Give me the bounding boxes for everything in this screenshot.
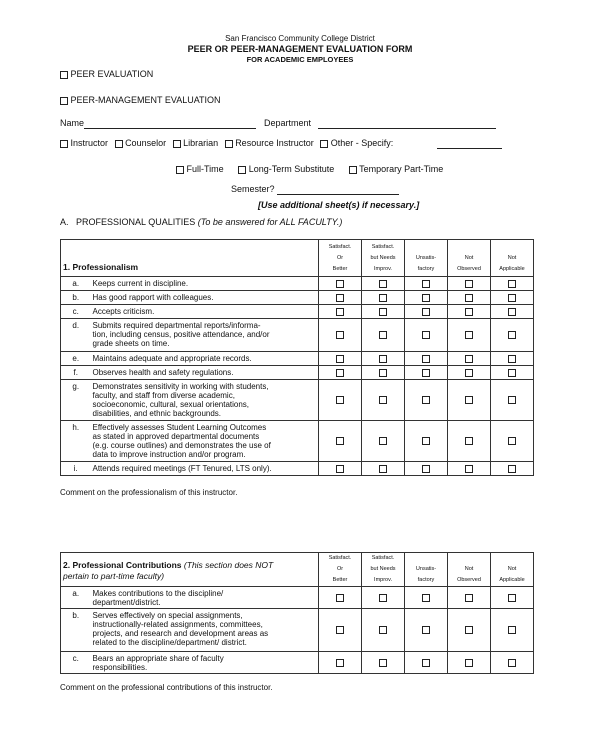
librarian-label: Librarian — [183, 138, 219, 148]
item-letter: d. — [61, 319, 91, 352]
rating-header-not-applicable: Not Applicable — [491, 240, 534, 277]
needs-improvement-checkbox[interactable] — [379, 308, 387, 316]
rating-cell — [319, 609, 362, 652]
rating-cell — [448, 609, 491, 652]
satisfactory-checkbox[interactable] — [336, 396, 344, 404]
rating-header-needs-improvement: Satisfact. but Needs Improv. — [362, 553, 405, 587]
resource-instructor-checkbox[interactable] — [225, 140, 233, 148]
rating-cell — [362, 291, 405, 305]
item-letter: h. — [61, 421, 91, 462]
section-a-hint: (To be answered for ALL FACULTY.) — [197, 217, 343, 227]
rating-cell — [362, 319, 405, 352]
rating-cell — [405, 609, 448, 652]
table-row — [61, 609, 534, 652]
rating-cell — [491, 305, 534, 319]
satisfactory-checkbox[interactable] — [336, 331, 344, 339]
rating-cell — [491, 652, 534, 674]
needs-improvement-checkbox[interactable] — [379, 594, 387, 602]
unsatisfactory-checkbox[interactable] — [422, 294, 430, 302]
professional-contributions-heading: 2. Professional Contributions (This section does NOT pertain to part-time faculty) — [61, 553, 319, 587]
needs-improvement-checkbox[interactable] — [379, 626, 387, 634]
rating-cell — [448, 366, 491, 380]
temporary-part-time-label: Temporary Part-Time — [359, 164, 444, 174]
not-observed-checkbox[interactable] — [465, 594, 473, 602]
rating-cell — [405, 462, 448, 476]
long-term-substitute-label: Long-Term Substitute — [248, 164, 335, 174]
unsatisfactory-checkbox[interactable] — [422, 465, 430, 473]
rating-cell — [319, 366, 362, 380]
not-applicable-checkbox[interactable] — [508, 396, 516, 404]
rating-cell — [405, 291, 448, 305]
needs-improvement-checkbox[interactable] — [379, 659, 387, 667]
rating-header-not-applicable: Not Applicable — [491, 553, 534, 587]
not-observed-checkbox[interactable] — [465, 396, 473, 404]
needs-improvement-checkbox[interactable] — [379, 396, 387, 404]
not-applicable-checkbox[interactable] — [508, 280, 516, 288]
table-row — [61, 462, 534, 476]
rating-cell — [448, 380, 491, 421]
rating-cell — [405, 652, 448, 674]
table-row — [61, 277, 534, 291]
rating-cell — [362, 305, 405, 319]
unsatisfactory-checkbox[interactable] — [422, 626, 430, 634]
peer-management-evaluation-checkbox[interactable] — [60, 97, 68, 105]
rating-header-needs-improvement: Satisfact. but Needs Improv. — [362, 240, 405, 277]
instructor-checkbox[interactable] — [60, 140, 68, 148]
rating-cell — [319, 319, 362, 352]
needs-improvement-checkbox[interactable] — [379, 280, 387, 288]
item-letter: a. — [61, 277, 91, 291]
rating-cell — [362, 366, 405, 380]
counselor-checkbox[interactable] — [115, 140, 123, 148]
rating-cell — [405, 305, 448, 319]
rating-cell — [319, 352, 362, 366]
rating-cell — [319, 277, 362, 291]
item-letter: b. — [61, 609, 91, 652]
rating-cell — [362, 352, 405, 366]
name-label: Name — [60, 118, 85, 128]
item-letter: c. — [61, 305, 91, 319]
satisfactory-checkbox[interactable] — [336, 355, 344, 363]
department-field[interactable] — [318, 128, 496, 129]
department-label: Department — [264, 118, 312, 128]
item-text: Demonstrates sensitivity in working with students, faculty, and staff from diverse academic, socioeconomic, cultural, sexual orientations, disabilities, and ethnic backgrounds. — [91, 380, 319, 421]
not-applicable-checkbox[interactable] — [508, 437, 516, 445]
not-applicable-checkbox[interactable] — [508, 465, 516, 473]
item-text: Effectively assesses Student Learning Outcomes as stated in approved departmental documents (e.g. course outlines) and demonstrates the use of data to improve instruction and/or program. — [91, 421, 319, 462]
full-time-label: Full-Time — [186, 164, 224, 174]
rating-cell — [491, 609, 534, 652]
item-letter: g. — [61, 380, 91, 421]
rating-cell — [362, 380, 405, 421]
additional-sheets-note: [Use additional sheet(s) if necessary.] — [258, 200, 420, 210]
table-header-row — [61, 240, 534, 277]
satisfactory-checkbox[interactable] — [336, 594, 344, 602]
section-a-letter: A. — [60, 217, 69, 227]
table-row — [61, 421, 534, 462]
rating-header-satisfactory: Satisfact. Or Better — [319, 240, 362, 277]
needs-improvement-checkbox[interactable] — [379, 465, 387, 473]
rating-cell — [448, 291, 491, 305]
rating-cell — [362, 587, 405, 609]
item-text: Accepts criticism. — [91, 305, 319, 319]
semester-label: Semester? — [231, 184, 275, 194]
unsatisfactory-checkbox[interactable] — [422, 594, 430, 602]
semester-field[interactable] — [277, 194, 399, 195]
rating-header-satisfactory: Satisfact. Or Better — [319, 553, 362, 587]
item-letter: i. — [61, 462, 91, 476]
resource-instructor-label: Resource Instructor — [235, 138, 314, 148]
item-text: Observes health and safety regulations. — [91, 366, 319, 380]
rating-cell — [448, 652, 491, 674]
instructor-label: Instructor — [70, 138, 109, 148]
rating-cell — [491, 291, 534, 305]
table-row — [61, 352, 534, 366]
professionalism-heading: 1. Professionalism — [61, 240, 319, 277]
rating-cell — [362, 462, 405, 476]
rating-cell — [491, 277, 534, 291]
rating-cell — [319, 291, 362, 305]
not-observed-checkbox[interactable] — [465, 294, 473, 302]
not-applicable-checkbox[interactable] — [508, 331, 516, 339]
satisfactory-checkbox[interactable] — [336, 294, 344, 302]
unsatisfactory-checkbox[interactable] — [422, 396, 430, 404]
not-applicable-checkbox[interactable] — [508, 659, 516, 667]
unsatisfactory-checkbox[interactable] — [422, 308, 430, 316]
needs-improvement-checkbox[interactable] — [379, 369, 387, 377]
satisfactory-checkbox[interactable] — [336, 437, 344, 445]
rating-cell — [491, 366, 534, 380]
table-header-row — [61, 553, 534, 587]
table-row — [61, 291, 534, 305]
rating-cell — [405, 277, 448, 291]
satisfactory-checkbox[interactable] — [336, 465, 344, 473]
rating-cell — [362, 421, 405, 462]
item-text: Submits required departmental reports/informa- tion, including census, positive attendance, and/or grade sheets on time. — [91, 319, 319, 352]
satisfactory-checkbox[interactable] — [336, 308, 344, 316]
unsatisfactory-checkbox[interactable] — [422, 659, 430, 667]
unsatisfactory-checkbox[interactable] — [422, 369, 430, 377]
form-subtitle: FOR ACADEMIC EMPLOYEES — [246, 55, 354, 64]
not-observed-checkbox[interactable] — [465, 437, 473, 445]
rating-cell — [491, 587, 534, 609]
item-letter: c. — [61, 652, 91, 674]
rating-cell — [491, 352, 534, 366]
satisfactory-checkbox[interactable] — [336, 659, 344, 667]
professional-contributions-comment-prompt: Comment on the professional contributions of this instructor. — [60, 683, 273, 692]
not-observed-checkbox[interactable] — [465, 465, 473, 473]
rating-cell — [491, 319, 534, 352]
librarian-checkbox[interactable] — [173, 140, 181, 148]
not-applicable-checkbox[interactable] — [508, 355, 516, 363]
rating-cell — [448, 421, 491, 462]
item-letter: b. — [61, 291, 91, 305]
needs-improvement-checkbox[interactable] — [379, 331, 387, 339]
other-specify-label: Other - Specify: — [330, 138, 394, 148]
item-letter: f. — [61, 366, 91, 380]
item-text: Serves effectively on special assignments, instructionally-related assignments, committees, projects, and research and development areas as related to the discipline/department/ district. — [91, 609, 319, 652]
peer-management-evaluation-label: PEER-MANAGEMENT EVALUATION — [70, 95, 221, 105]
district-name: San Francisco Community College District — [225, 34, 375, 43]
not-applicable-checkbox[interactable] — [508, 594, 516, 602]
item-letter: a. — [61, 587, 91, 609]
temporary-part-time-checkbox[interactable] — [349, 166, 357, 174]
not-observed-checkbox[interactable] — [465, 659, 473, 667]
full-time-checkbox[interactable] — [176, 166, 184, 174]
satisfactory-checkbox[interactable] — [336, 280, 344, 288]
item-text: Has good rapport with colleagues. — [91, 291, 319, 305]
long-term-substitute-checkbox[interactable] — [238, 166, 246, 174]
peer-evaluation-checkbox[interactable] — [60, 71, 68, 79]
other-checkbox[interactable] — [320, 140, 328, 148]
unsatisfactory-checkbox[interactable] — [422, 437, 430, 445]
peer-management-evaluation-option[interactable] — [60, 95, 221, 105]
rating-cell — [448, 319, 491, 352]
rating-header-unsatisfactory: Unsatis- factory — [405, 240, 448, 277]
rating-cell — [319, 652, 362, 674]
professionalism-comment-prompt: Comment on the professionalism of this instructor. — [60, 488, 238, 497]
other-specify-field[interactable] — [437, 148, 502, 149]
unsatisfactory-checkbox[interactable] — [422, 280, 430, 288]
not-observed-checkbox[interactable] — [465, 331, 473, 339]
professionalism-table — [60, 239, 534, 476]
table-row — [61, 380, 534, 421]
rating-cell — [405, 366, 448, 380]
item-text: Attends required meetings (FT Tenured, LTS only). — [91, 462, 319, 476]
needs-improvement-checkbox[interactable] — [379, 437, 387, 445]
section-a-title: PROFESSIONAL QUALITIES — [76, 217, 196, 227]
rating-header-unsatisfactory: Unsatis- factory — [405, 553, 448, 587]
unsatisfactory-checkbox[interactable] — [422, 355, 430, 363]
counselor-label: Counselor — [125, 138, 167, 148]
not-observed-checkbox[interactable] — [465, 626, 473, 634]
rating-cell — [448, 462, 491, 476]
rating-cell — [448, 277, 491, 291]
section-a-heading — [60, 217, 342, 227]
table-row — [61, 305, 534, 319]
rating-cell — [405, 319, 448, 352]
rating-cell — [448, 305, 491, 319]
rating-cell — [405, 587, 448, 609]
unsatisfactory-checkbox[interactable] — [422, 331, 430, 339]
rating-cell — [491, 421, 534, 462]
rating-cell — [319, 305, 362, 319]
not-applicable-checkbox[interactable] — [508, 369, 516, 377]
peer-evaluation-option[interactable] — [60, 69, 153, 79]
peer-evaluation-label: PEER EVALUATION — [70, 69, 154, 79]
item-text: Bears an appropriate share of faculty responsibilities. — [91, 652, 319, 674]
role-options — [60, 138, 393, 148]
form-title: PEER OR PEER-MANAGEMENT EVALUATION FORM — [187, 44, 413, 54]
rating-cell — [319, 462, 362, 476]
item-text: Makes contributions to the discipline/ department/district. — [91, 587, 319, 609]
rating-cell — [362, 277, 405, 291]
satisfactory-checkbox[interactable] — [336, 626, 344, 634]
rating-cell — [405, 380, 448, 421]
not-observed-checkbox[interactable] — [465, 355, 473, 363]
not-observed-checkbox[interactable] — [465, 280, 473, 288]
rating-cell — [362, 609, 405, 652]
rating-header-not-observed: Not Observed — [448, 240, 491, 277]
rating-cell — [319, 587, 362, 609]
rating-cell — [319, 380, 362, 421]
rating-cell — [405, 352, 448, 366]
table-row — [61, 319, 534, 352]
satisfactory-checkbox[interactable] — [336, 369, 344, 377]
employment-options — [176, 164, 443, 174]
table-row — [61, 652, 534, 674]
table-row — [61, 587, 534, 609]
rating-header-not-observed: Not Observed — [448, 553, 491, 587]
rating-cell — [491, 380, 534, 421]
rating-cell — [448, 352, 491, 366]
needs-improvement-checkbox[interactable] — [379, 355, 387, 363]
needs-improvement-checkbox[interactable] — [379, 294, 387, 302]
item-text: Keeps current in discipline. — [91, 277, 319, 291]
professional-contributions-table — [60, 552, 534, 674]
not-observed-checkbox[interactable] — [465, 308, 473, 316]
item-text: Maintains adequate and appropriate records. — [91, 352, 319, 366]
not-applicable-checkbox[interactable] — [508, 626, 516, 634]
rating-cell — [319, 421, 362, 462]
not-observed-checkbox[interactable] — [465, 369, 473, 377]
not-applicable-checkbox[interactable] — [508, 308, 516, 316]
item-letter: e. — [61, 352, 91, 366]
not-applicable-checkbox[interactable] — [508, 294, 516, 302]
name-field[interactable] — [84, 128, 256, 129]
rating-cell — [448, 587, 491, 609]
table-row — [61, 366, 534, 380]
rating-cell — [405, 421, 448, 462]
rating-cell — [362, 652, 405, 674]
rating-cell — [491, 462, 534, 476]
